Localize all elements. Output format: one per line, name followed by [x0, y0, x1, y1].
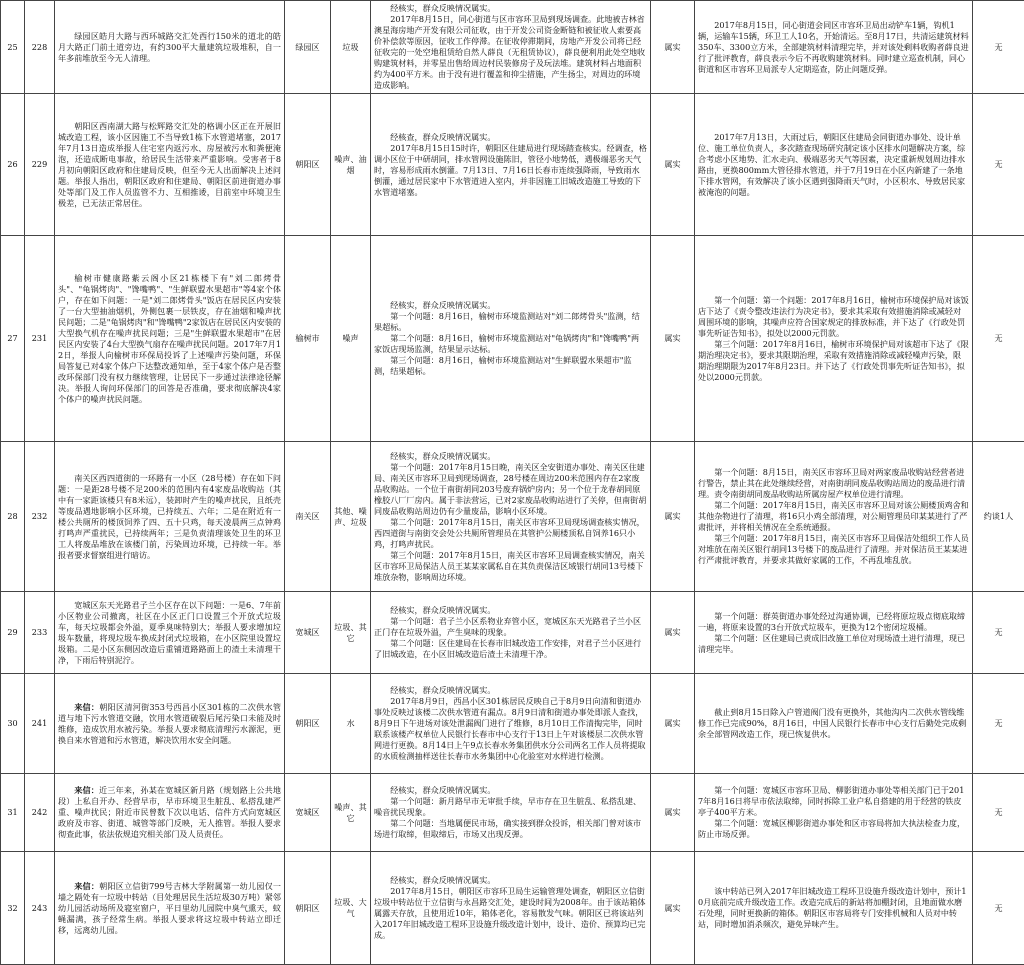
findings-paragraph: 经核实，群众反映情况属实。	[374, 685, 647, 696]
source-label: 来信：	[74, 881, 99, 891]
pollution-type-cell: 其他、噪声、垃圾	[331, 442, 371, 592]
issue-text: 朝阳区立信街799号吉林大学附属第一幼儿园仅一墙之隔处有一垃圾中转站（目处理居民生活垃圾30万吨）紧邻幼儿园活动场所及寝室窗户，平日里幼儿园院中臭气熏天，蚊蝇漏满，孩子经常生病。举报人要求将这垃圾中转站立即迁移，远离幼儿园。	[58, 881, 281, 935]
verdict-cell: 属实	[651, 774, 695, 852]
case-number-cell: 231	[25, 236, 55, 442]
verdict-cell: 属实	[651, 852, 695, 965]
issue-cell	[55, 592, 285, 674]
findings-paragraph: 经核实，群众反映情况属实。	[374, 3, 647, 14]
findings-cell	[371, 852, 651, 965]
accountability-cell: 无	[973, 1, 1024, 94]
table-row	[1, 236, 1024, 442]
findings-cell	[371, 442, 651, 592]
findings-cell	[371, 1, 651, 94]
issue-text: 榆树市健康路紫云阁小区21栋楼下有"刘二郎烤骨头"、"龟锅烤肉"、"馋嘴鸭"、"生鲜联盟水果超市"等4家个体户，存在如下问题：一是"刘二郎烤骨头"饭店在居民区内安装了一台大型抽油烟机，外侧包裹一层铁皮，存在油烟和噪声扰民问题；二是"龟锅烤肉"和"馋嘴鸭"2家饭店在居民区内安装的大型换气机存在噪声扰民问题；三是"生鲜联盟水果超市"在居民区内安装了4台大型换气扇存在噪声扰民问题。2017年7月12日，举报人向榆树市环保局投诉了上述噪声污染问题，环保局答复已对4家个体户下达整改通知单，至于4家个体户是否整改环保部门没有权力继续管理，让居民下一步通过法律途径解决。举报人询问环保部门的回答是否准确，要求彻底解决4家个体户的噪声扰民问题。	[58, 273, 281, 404]
source-label: 来信：	[74, 785, 99, 795]
district-cell: 朝阳区	[285, 94, 331, 236]
handling-paragraph: 该中转站已列入2017年旧城改造工程环卫设施升级改造计划中，预计10月底前完成升级改造工作。改造完成后的新站将加棚封闭，且地面做水磨石处理，同时更换新的箱体。朝阳区市容局将专门安排机械和人员对中转站，同时增加消杀频次，避免异味产生。	[698, 886, 969, 930]
findings-paragraph: 2017年8月15日，同心街道与区市容环卫局到现场调查。此地被吉林省澳星海房地产开发有限公司征收，由于开发公司资金断链和被征收人索要高价补偿款等原因，征收工作停滞。在征收停滞期间，房地产开发公司将已经征收完的一处空地租赁给自然人薛良（无租赁协议），薛良便利用此处空地收购建筑材料，并零星出售给周边村民装修房子及玩法堆。建筑材料占地面积约为400平方米。由于没有进行覆盖和抑尘措施，产生扬尘，对周边的环境造成影响。	[374, 14, 647, 91]
seq-cell: 29	[1, 592, 25, 674]
table-row	[1, 442, 1024, 592]
findings-paragraph: 2017年8月9日，西昌小区301栋居民反映自己于8月9日向清和街道办事处反映过该楼二次供水管道有漏点。8月9日清和街道办事处即派人查找，8月9日下午进场对该处泄漏阀门进行了维修，8月10日工作清掏完毕，同时联系该楼产权单位人民银行长春市中心支行于13日上午对该楼层二次供水管网进行更换。8月14日上午9点长春水务集团供水分公司两名工作人员将提取的水质检测抽样送往长春市水务集团中心化验室对水样进行检测。	[374, 696, 647, 762]
handling-cell	[695, 94, 973, 236]
case-number-cell: 229	[25, 94, 55, 236]
findings-cell	[371, 94, 651, 236]
accountability-cell: 无	[973, 774, 1024, 852]
issue-cell	[55, 236, 285, 442]
issue-cell	[55, 1, 285, 94]
district-cell: 朝阳区	[285, 852, 331, 965]
verdict-cell: 属实	[651, 592, 695, 674]
handling-cell	[695, 236, 973, 442]
findings-paragraph: 第一个问题：2017年8月15日晚，南关区全安街道办事处、南关区住建局、南关区市容环卫局到现场调查，28号楼在周边200米范围内存在2家废品收购站。一个位于南街胡同203号废弃锅炉房内；另一个位于龙春胡同原橡胶八厂厂房内。属于非法营运，已对2家废品收购站进行了关停，但南街胡同废品收购站周边仍有少量废品，影响小区环境。	[374, 462, 647, 517]
pollution-type-cell: 噪声、其它	[331, 774, 371, 852]
handling-cell	[695, 1, 973, 94]
findings-paragraph: 第三个问题：2017年8月15日，南关区市容环卫局调查核实情况，南关区市容环卫局保洁人员王某某家属私自在其负责保洁区域银行胡同13号楼下堆放杂物，影响周边环境。	[374, 550, 647, 583]
verdict-cell: 属实	[651, 236, 695, 442]
table-row	[1, 94, 1024, 236]
accountability-cell: 无	[973, 236, 1024, 442]
handling-cell	[695, 852, 973, 965]
table-row	[1, 674, 1024, 774]
seq-cell: 27	[1, 236, 25, 442]
district-cell: 朝阳区	[285, 674, 331, 774]
source-label: 来信：	[74, 702, 99, 712]
seq-cell: 30	[1, 674, 25, 774]
handling-paragraph: 2017年7月13日，大雨过后，朝阳区住建局会同街道办事处、设计单位、施工单位负责人，多次踏查现场研究制定该小区排水问题解决方案，综合考虑小区地势、汇水走向、极端恶劣天气等因素，决定重新规划周边排水路由，更换800mm大管径排水管道，并于7月19日在小区内新建了一条地下排水管网，有效解决了该小区遇到强降雨天气时，小区积水、导致居民家被淹泡的问题。	[698, 132, 969, 198]
handling-paragraph: 截止到8月15日除入户管道阀门没有更换外，其他沟内二次供水管线维修工作已完成90%，8月16日，中国人民银行长春市中心支行后勤处完成剩余全部管网改造工作，现已恢复供水。	[698, 707, 969, 740]
issue-cell	[55, 852, 285, 965]
handling-cell	[695, 774, 973, 852]
issue-cell	[55, 774, 285, 852]
issue-text: 绿园区皓月大路与西环城路交汇处西行150米的道北的皓月大路正门前土道旁边，有约300平大量建筑垃圾堆积，自一年多前堆放至今无人清理。	[58, 31, 281, 63]
findings-cell	[371, 236, 651, 442]
handling-paragraph: 第三个问题：2017年8月15日，南关区市容环卫局保洁处组织工作人员对堆放在南关区银行胡同13号楼下的废品进行了清理。并对保洁员王某某进行严肃批评教育，并要求其做好家属的工作，不再乱堆乱放。	[698, 533, 969, 566]
handling-paragraph: 2017年8月15日，同心街道会同区市容环卫局出动铲车1辆，钩机1辆，运输车15辆，环卫工人10名，开始清运。至8月17日，共清运建筑材料350车、3300立方米，全部建筑材料清理完毕，并对该处剩料收购者薛良进行了批评教育，薛良表示今后不再收购建筑材料。同时建立巡查机制，同心街道和区市容环卫局派专人定期巡查，防止问题反弹。	[698, 20, 969, 75]
table-row	[1, 592, 1024, 674]
pollution-type-cell: 噪声、油烟	[331, 94, 371, 236]
case-number-cell: 241	[25, 674, 55, 774]
case-number-cell: 233	[25, 592, 55, 674]
district-cell: 宽城区	[285, 774, 331, 852]
issue-cell	[55, 674, 285, 774]
findings-paragraph: 第二个问题：8月16日，榆树市环境监测站对"龟锅烤肉"和"馋嘴鸭"两家饭店现场监测，结果显示达标。	[374, 333, 647, 355]
accountability-cell: 无	[973, 852, 1024, 965]
verdict-cell: 属实	[651, 1, 695, 94]
pollution-type-cell: 垃圾	[331, 1, 371, 94]
findings-paragraph: 2017年8月15日，朝阳区市容环卫局生运输管理处调查，朝阳区立信街垃圾中转站位于立信街与永昌路交汇处，建设时间为2008年。由于该站箱体属露天存放，且使用近10年，箱体老化，容易散发气味。朝阳区已将该站列入2017年旧城改造工程环卫设施升级改造计划中，设计、造价、预算均已完成。	[374, 886, 647, 941]
findings-cell	[371, 674, 651, 774]
issue-text: 朝阳区清河街353号西昌小区301栋的二次供水管道与地下污水管道交融，饮用水管道破裂后尾污染口未能及时维修，造成饮用水被污染。举报人要求彻底清理污水源泥，更换自来水管道和污水管道，解决饮用水安全问题。	[58, 702, 281, 745]
pollution-type-cell: 垃圾、其它	[331, 592, 371, 674]
findings-paragraph: 经核查，群众反映情况属实。	[374, 132, 647, 143]
findings-cell	[371, 774, 651, 852]
issue-text: 朝阳区西南湖大路与松辉路交汇处的格调小区正在开展旧城改造工程，该小区因施工不当导致1栋下水管道堵塞，2017年7月13日造成举报人住宅室内返污水、房屋被污水和粪便淹泡，还造成断电事故，给居民生活带来严重影响。受害者于8月初向朝阳区政府和住建局反映，但至今无人出面解决上述问题。举报人指出，朝阳区政府和住建局、朝阳区前进街道办事处等部门及工作人员监管不力、互相推诿，目前室中环境卫生极差，已无法正常居住。	[58, 121, 281, 208]
district-cell: 南关区	[285, 442, 331, 592]
handling-cell	[695, 442, 973, 592]
case-number-cell: 232	[25, 442, 55, 592]
seq-cell: 31	[1, 774, 25, 852]
findings-paragraph: 第二个问题：区住建局在长春市旧城改造工作安排，对君子兰小区进行了旧城改造，在小区旧城改造后渣土未清理干净。	[374, 638, 647, 660]
handling-paragraph: 第二个问题：宽城区柳影街道办事处和区市容局将加大执法检查力度，防止市场反弹。	[698, 818, 969, 840]
findings-paragraph: 经核实，群众反映情况属实。	[374, 300, 647, 311]
table-row	[1, 852, 1024, 965]
findings-cell	[371, 592, 651, 674]
findings-paragraph: 第一个问题：君子兰小区系物业弃管小区，宽城区东天光路君子兰小区正门存在垃圾外溢，产生臭味的现象。	[374, 616, 647, 638]
issue-text: 近三年来，孙某在宽城区新月路（规划路上公共地段）上私自开办、经营早市，早市环境卫生脏乱、私搭乱建严重、噪声扰民；附近市民曾数下次以电话、信件方式向宽城区政府及市容、街道、城管等部门反映，无人推管。举报人要求彻查此事，依法依规追究相关部门及人员责任。	[58, 785, 281, 839]
seq-cell: 26	[1, 94, 25, 236]
accountability-cell: 无	[973, 674, 1024, 774]
case-number-cell: 242	[25, 774, 55, 852]
handling-paragraph: 第一个问题：8月15日，南关区市容环卫局对两家废品收购站经营者进行警告，禁止其在此处继续经营，对南街胡同废品收购站周边的废品进行清理。责令南街胡同废品收购站所属房屋产权单位进行清理。	[698, 467, 969, 500]
case-number-cell: 228	[25, 1, 55, 94]
handling-paragraph: 第三个问题：2017年8月16日，榆树市环境保护局对该超市下达了《限期治理决定书》，要求其限期治理，采取有效措施消除或减轻噪声污染，限期治理期限为2017年8月23日。并下达了《行政处罚事先听证告知书》，拟处以2000元罚款。	[698, 339, 969, 383]
findings-paragraph: 经核实，群众反映情况属实。	[374, 785, 647, 796]
table-row	[1, 1, 1024, 94]
handling-paragraph: 第一个问题：第一个问题：2017年8月16日，榆树市环境保护局对该饭店下达了《责令整改违法行为决定书》，要求其采取有效措施消除或减轻对周围环境的影响，其噪声应符合国家规定的排放标准，并下达了《行政处罚事先听证告知书》，拟处以2000元罚款。	[698, 295, 969, 339]
accountability-cell: 无	[973, 592, 1024, 674]
findings-paragraph: 经核实，群众反映情况属实。	[374, 605, 647, 616]
handling-paragraph: 第二个问题：区住建局已责成旧改施工单位对现场渣土进行清理，现已清理完毕。	[698, 633, 969, 655]
verdict-cell: 属实	[651, 674, 695, 774]
findings-paragraph: 经核实，群众反映情况属实。	[374, 875, 647, 886]
handling-cell	[695, 592, 973, 674]
accountability-cell: 约谈1人	[973, 442, 1024, 592]
handling-paragraph: 第一个问题：宽城区市容环卫局、柳影街道办事处等相关部门已于2017年8月16日将早市依法取缔，同时拆除工业户私自搭建的用于经营的铁皮亭子400平方米。	[698, 785, 969, 818]
handling-paragraph: 第一个问题：群英街道办事处经过沟通协调，已经将原垃圾点彻底取缔一遍，将原来设置的3台开放式垃圾车，更换为12个密闭垃圾桶。	[698, 611, 969, 633]
findings-paragraph: 第三个问题：8月16日，榆树市环境监测站对"生鲜联盟水果超市"监测，结果超标。	[374, 355, 647, 377]
district-cell: 宽城区	[285, 592, 331, 674]
issue-text: 宽城区东天光路君子兰小区存在以下问题：一是6、7年前小区物业公司撤离，社区在小区正门口设置三个开放式垃圾车，每天垃圾都会外溢，夏季臭味特别大；举报人要求增加垃圾车数量，将现垃圾车换成封闭式垃圾箱，在小区院里设置垃圾箱。二是小区东侧因改造后重铺道路路面上的渣土未清理干净，下雨后特别泥泞。	[58, 600, 281, 665]
district-cell: 榆树市	[285, 236, 331, 442]
seq-cell: 28	[1, 442, 25, 592]
pollution-type-cell: 噪声	[331, 236, 371, 442]
handling-paragraph: 第二个问题：2017年8月15日，南关区市容环卫局对该公厕楼顶鸡舍和其他杂物进行了清理，将16只小鸡全部清理，对公厕管理员印某某进行了严肃批评，并将相关情况在全系统通报。	[698, 500, 969, 533]
district-cell: 绿园区	[285, 1, 331, 94]
pollution-type-cell: 水	[331, 674, 371, 774]
issue-cell	[55, 442, 285, 592]
pollution-type-cell: 垃圾、大气	[331, 852, 371, 965]
accountability-cell: 无	[973, 94, 1024, 236]
issue-cell	[55, 94, 285, 236]
verdict-cell: 属实	[651, 94, 695, 236]
findings-paragraph: 2017年8月15日15时许，朝阳区住建局进行现场踏查核实。经调查，格调小区位于中研胡同，排水管网设施陈旧，管径小地势低，遇极端恶劣天气时，容易形成雨水倒灌。7月13日、7月16日长春市连续强降雨，导致雨水倒灌，通过居民家中下水管道进入室内，并非因施工旧城改造施工导致的下水管道堵塞。	[374, 143, 647, 198]
issue-text: 南关区西四道街的一环路有一小区（28号楼）存在如下问题：一是距28号楼不足200米的范围内有4家废品收购站（其中有一家距该楼只有8米远），装卸时产生的噪声扰民，且纸壳等废品遇地影响小区环境，已持续五、六年；二是在附近有一楼公共厕所的楼顶饲养了四、五十只鸡，每天凌晨两三点钟鸡打鸣声严重扰民，已持续两年；三是负责清理该处卫生的环卫工人将废品堆放在该楼门前，污染周边环境，已持续一年。举报者要求督察组进行暗访。	[58, 473, 281, 560]
verdict-cell: 属实	[651, 442, 695, 592]
findings-paragraph: 第二个问题：当地属便民市场，确实接到群众投诉，相关部门曾对该市场进行取缔，但取缔后，市场又出现反弹。	[374, 818, 647, 840]
findings-paragraph: 第一个问题：新月路早市无审批手续，早市存在卫生脏乱、私搭乱建、噪音扰民现象。	[374, 796, 647, 818]
handling-cell	[695, 674, 973, 774]
table-row	[1, 774, 1024, 852]
case-number-cell: 243	[25, 852, 55, 965]
findings-paragraph: 第一个问题：8月16日，榆树市环境监测站对"刘二郎烤骨头"监测，结果超标。	[374, 311, 647, 333]
findings-paragraph: 第二个问题：2017年8月15日，南关区市容环卫局现场调查核实情况，西四道街与南街交会处公共厕所管理员在其管护公厕楼顶私自饲养16只小鸡，打鸣声扰民。	[374, 517, 647, 550]
seq-cell: 25	[1, 1, 25, 94]
findings-paragraph: 经核实，群众反映情况属实。	[374, 451, 647, 462]
seq-cell: 32	[1, 852, 25, 965]
